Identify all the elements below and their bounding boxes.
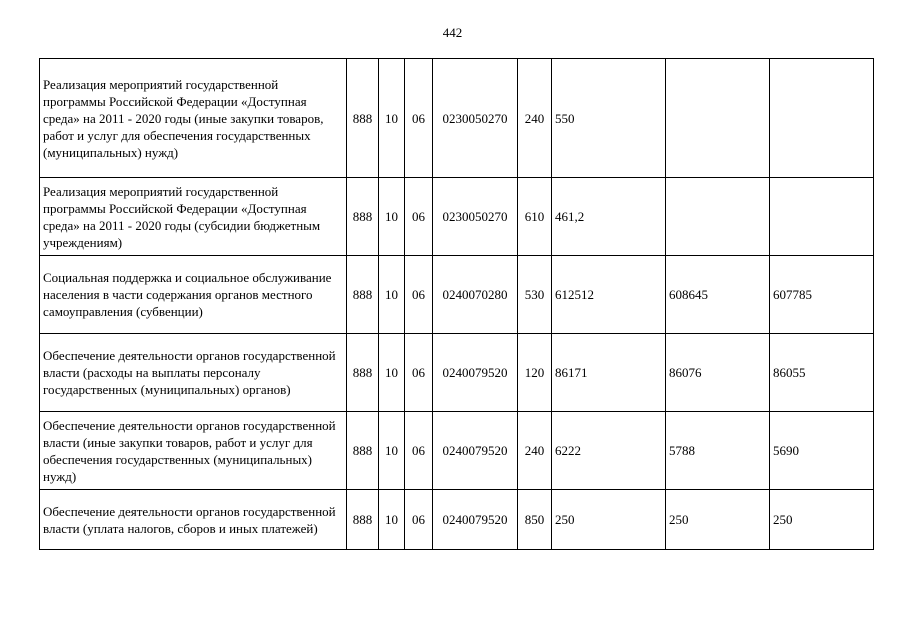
amount-3-cell: 607785 <box>770 256 874 334</box>
amount-1-cell: 86171 <box>552 334 666 412</box>
row-name-cell: Реализация мероприятий государственной программы Российской Федерации «Доступная среда» на 2011 - 2020 годы (иные закупки товаров, работ и услуг для обеспечения государственных (муниципальных) нужд) <box>40 59 347 178</box>
amount-2-cell <box>666 178 770 256</box>
ministry-code-cell: 888 <box>347 334 379 412</box>
table-row <box>40 59 874 178</box>
expense-type-cell: 530 <box>518 256 552 334</box>
amount-3-cell <box>770 178 874 256</box>
expense-type-cell: 240 <box>518 59 552 178</box>
page-number: 442 <box>442 25 463 40</box>
row-name-cell: Обеспечение деятельности органов государственной власти (иные закупки товаров, работ и услуг для обеспечения государственных (муниципальных) нужд) <box>40 412 347 490</box>
row-name-cell: Обеспечение деятельности органов государственной власти (уплата налогов, сборов и иных платежей) <box>40 490 347 550</box>
target-article-cell: 0240079520 <box>433 490 518 550</box>
amount-2-cell: 86076 <box>666 334 770 412</box>
ministry-code-cell: 888 <box>347 178 379 256</box>
target-article-cell: 0230050270 <box>433 59 518 178</box>
subsection-code-cell: 06 <box>405 334 433 412</box>
subsection-code-cell: 06 <box>405 59 433 178</box>
section-code-cell: 10 <box>379 178 405 256</box>
table-row <box>40 256 874 334</box>
subsection-code-cell: 06 <box>405 178 433 256</box>
expense-type-cell: 240 <box>518 412 552 490</box>
expense-type-cell: 850 <box>518 490 552 550</box>
section-code-cell: 10 <box>379 59 405 178</box>
table-row <box>40 412 874 490</box>
amount-2-cell: 608645 <box>666 256 770 334</box>
amount-1-cell: 6222 <box>552 412 666 490</box>
amount-3-cell: 250 <box>770 490 874 550</box>
amount-2-cell: 250 <box>666 490 770 550</box>
ministry-code-cell: 888 <box>347 490 379 550</box>
ministry-code-cell: 888 <box>347 59 379 178</box>
subsection-code-cell: 06 <box>405 412 433 490</box>
expense-type-cell: 610 <box>518 178 552 256</box>
amount-1-cell: 250 <box>552 490 666 550</box>
subsection-code-cell: 06 <box>405 256 433 334</box>
target-article-cell: 0240079520 <box>433 334 518 412</box>
row-name-cell: Социальная поддержка и социальное обслуживание населения в части содержания органов местного самоуправления (субвенции) <box>40 256 347 334</box>
ministry-code-cell: 888 <box>347 256 379 334</box>
table-row <box>40 334 874 412</box>
row-name-cell: Реализация мероприятий государственной программы Российской Федерации «Доступная среда» на 2011 - 2020 годы (субсидии бюджетным учреждениям) <box>40 178 347 256</box>
amount-1-cell: 550 <box>552 59 666 178</box>
amount-2-cell: 5788 <box>666 412 770 490</box>
table-row <box>40 178 874 256</box>
section-code-cell: 10 <box>379 334 405 412</box>
amount-1-cell: 461,2 <box>552 178 666 256</box>
target-article-cell: 0240079520 <box>433 412 518 490</box>
budget-table <box>39 58 874 550</box>
table-row <box>40 490 874 550</box>
ministry-code-cell: 888 <box>347 412 379 490</box>
section-code-cell: 10 <box>379 412 405 490</box>
target-article-cell: 0240070280 <box>433 256 518 334</box>
expense-type-cell: 120 <box>518 334 552 412</box>
section-code-cell: 10 <box>379 256 405 334</box>
amount-2-cell <box>666 59 770 178</box>
amount-3-cell: 5690 <box>770 412 874 490</box>
subsection-code-cell: 06 <box>405 490 433 550</box>
amount-3-cell: 86055 <box>770 334 874 412</box>
amount-1-cell: 612512 <box>552 256 666 334</box>
target-article-cell: 0230050270 <box>433 178 518 256</box>
amount-3-cell <box>770 59 874 178</box>
row-name-cell: Обеспечение деятельности органов государственной власти (расходы на выплаты персоналу государственных (муниципальных) органов) <box>40 334 347 412</box>
section-code-cell: 10 <box>379 490 405 550</box>
